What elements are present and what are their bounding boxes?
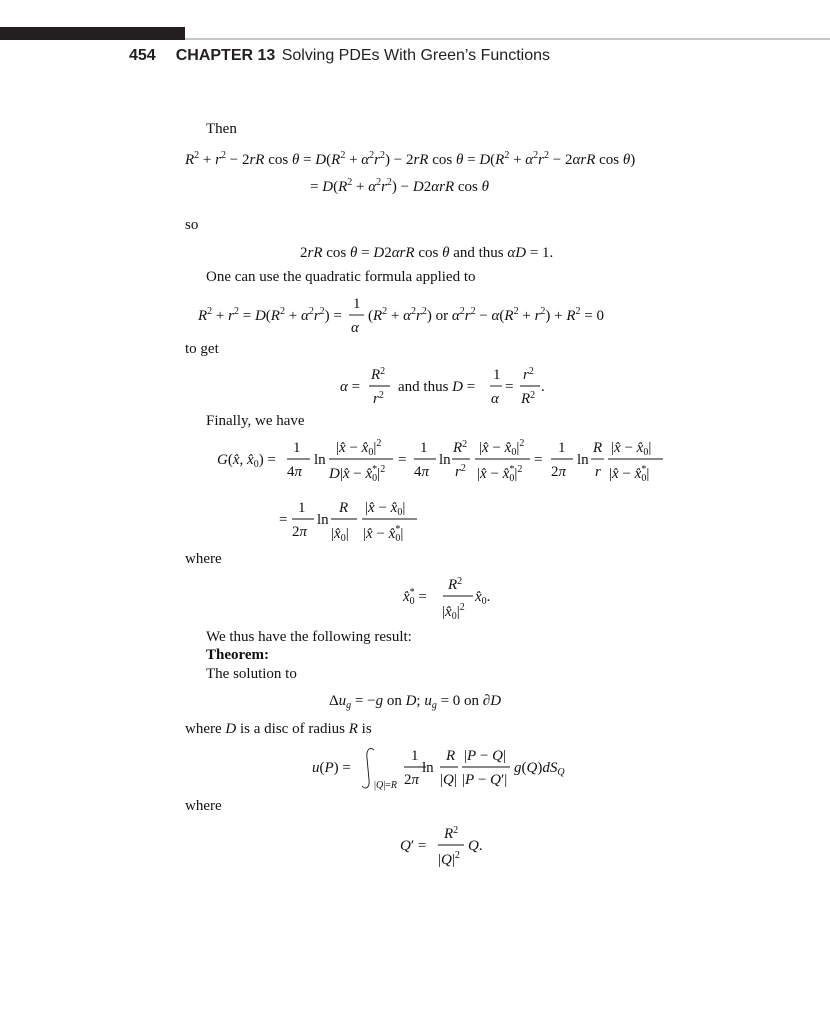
text-finally: Finally, we have: [206, 413, 305, 429]
text-where-1: where: [185, 551, 222, 567]
text-quadratic-intro: One can use the quadratic formula applied to: [206, 269, 476, 285]
math-variable: D: [225, 721, 237, 737]
svg-text:R2: $R^2$: [444, 825, 459, 842]
svg-text:= D(R2 + α2r2) − D2αrR cos θ: = $D(R^2 + \alpha^2r^2) - D2\alpha rR$ cos θ: [310, 177, 489, 195]
svg-text:=: =: [534, 452, 543, 468]
svg-text:x̂*0 =: x̂* 0 =: [403, 587, 427, 607]
running-header: [129, 47, 550, 69]
svg-text:=: =: [398, 452, 407, 468]
svg-text:ln: ln: [314, 452, 326, 468]
text-result-intro: We thus have the following result:: [206, 629, 412, 645]
svg-text:1: 1: [353, 296, 361, 312]
svg-text:ln: ln: [317, 512, 329, 528]
svg-text:R: R: [593, 440, 603, 456]
svg-text:1: 1: [420, 440, 428, 456]
svg-text:|x̂ − x̂0|2: |x̂ − $x̂_0|^2$: [336, 438, 382, 458]
svg-text:α: α: [491, 391, 499, 407]
text-solution-to: The solution to: [206, 666, 297, 682]
svg-text:Δug = −g on D; ug = 0 on: $\Delta u_g = -g$ on D; $u_g = 0$ on ∂D: [329, 693, 502, 711]
where-disc-text: where D is a disc of radius R is: [185, 721, 372, 737]
svg-text:2π: 2π: [404, 772, 420, 788]
svg-text:|P − Q|: |P − Q|: [464, 748, 507, 764]
text-so: so: [185, 217, 199, 233]
svg-text:|Q|2: $|Q|^2$: [438, 850, 460, 868]
svg-text:g(Q)dSQ: $g(Q)dS_Q$: [514, 760, 565, 778]
svg-text:|x̂ − x̂0|: |x̂ − $x̂_0|$: [611, 440, 652, 458]
svg-text:and thus D =: and thus D =: [398, 379, 476, 395]
svg-text:r2: $r^2$: [455, 463, 466, 480]
svg-text:r2: $r^2$: [523, 366, 534, 383]
svg-text:D|x̂ − x̂*0|2: D|x̂ − x̂* $0|^2$: [329, 464, 386, 484]
svg-text:u(P) =: u(P) =: [312, 760, 351, 776]
svg-text:R2: $R^2$: [371, 366, 386, 383]
svg-text:2π: 2π: [551, 464, 567, 480]
svg-text:|x̂ − x̂*0|: |x̂ − x̂* 0|: [363, 524, 404, 544]
svg-text:α =: α =: [340, 379, 361, 395]
svg-text:|P − Q′|: |P − Q′|: [462, 772, 508, 788]
svg-text:R: R: [446, 748, 456, 764]
text-where-2: where: [185, 798, 222, 814]
page-number: 454: [129, 47, 156, 64]
equation-4: [340, 364, 560, 406]
svg-text:1: 1: [298, 500, 306, 516]
svg-text:R2: $R^2$: [448, 576, 463, 593]
equation-7: [329, 688, 569, 712]
text-then: Then: [206, 121, 237, 137]
svg-text:1: 1: [558, 440, 566, 456]
svg-text:R2: $R^2$: [521, 390, 536, 407]
svg-text:|Q|: |Q|: [440, 772, 457, 788]
svg-text:R: R: [339, 500, 349, 516]
svg-text:|x̂ − x̂0|2: |x̂ − $x̂_0|^2$: [479, 438, 525, 458]
chapter-title: Solving PDEs With Green’s Functions: [281, 47, 550, 64]
svg-text:R2 + r2 = D(R2 + α2r2) =: $R^2 + r^2 = D(R^2 + \alpha^2r^2)$ =: [198, 306, 342, 324]
svg-text:1: 1: [493, 367, 501, 383]
svg-text:r2: $r^2$: [373, 390, 384, 407]
svg-text:|x̂0|2: $|x̂_0|^2$: [442, 602, 465, 622]
svg-text:.: .: [541, 379, 545, 395]
equation-6: [403, 572, 503, 620]
svg-text:α: α: [351, 320, 359, 336]
svg-text:r: r: [595, 464, 601, 480]
math-variable: R: [348, 721, 358, 737]
svg-text:ln: ln: [439, 452, 451, 468]
equation-5: [217, 436, 677, 546]
svg-text:x̂0.: $x̂_0$.: [475, 589, 491, 607]
svg-text:=: =: [279, 512, 288, 528]
svg-text:|x̂ − x̂*0|: |x̂ − x̂* 0|: [609, 464, 650, 484]
svg-text:1: 1: [293, 440, 301, 456]
svg-text:Q′ =: Q′ =: [400, 838, 427, 854]
svg-text:1: 1: [411, 748, 419, 764]
text-where-disc: [185, 720, 372, 738]
header-rule-dark: [0, 27, 185, 40]
svg-text:G(x̂, x̂0) =: G(x̂, $x̂_0$) =: [217, 452, 276, 470]
equation-2: [300, 240, 600, 264]
svg-text:|x̂ − x̂*0|2: |x̂ − x̂* $0|^2$: [477, 464, 523, 484]
svg-text:Q.: Q.: [468, 838, 483, 854]
equation-8: [312, 742, 587, 792]
svg-text:=: =: [505, 379, 514, 395]
svg-text:R2: $R^2$: [453, 439, 468, 456]
svg-text:4π: 4π: [414, 464, 430, 480]
equation-3: [198, 292, 698, 336]
svg-text:ln: ln: [577, 452, 589, 468]
svg-text:(R2 + α2r2) or α2r2 − α(R: $(R^2 + \alpha^2r^2)$ or $\alpha^2r^2 - \alpha(R^2 + r^2) + R^2 = 0$: [368, 306, 605, 324]
equation-9: [400, 822, 500, 870]
text-to-get: to get: [185, 341, 219, 357]
svg-text:R2 + r2 − 2rR cos θ = D(R2 + α: $R^2 + r^2 - 2rR$ $\cos \theta = D(R^2 + \alpha^2r^2) - 2rR$ $\cos \theta = D(R^2 + \alpha^2r^2 - 2\alpha rR$ cos θ): [185, 150, 636, 168]
svg-text:|Q|=R: |Q|=R: [374, 780, 398, 791]
header-rule-thin: [185, 38, 830, 40]
equation-1: [185, 144, 710, 200]
svg-text:|x̂ − x̂0|: |x̂ − $x̂_0|$: [365, 500, 406, 518]
svg-text:|x̂0|: $|x̂_0|$: [331, 526, 349, 544]
chapter-label: CHAPTER 13: [175, 47, 276, 64]
svg-text:2rR cos θ = D2αrR cos θ and t: 2rR cos θ = D2αrR cos θ and thus αD = 1.: [300, 245, 554, 261]
theorem-label: Theorem:: [206, 647, 270, 663]
svg-text:2π: 2π: [292, 524, 308, 540]
svg-text:4π: 4π: [287, 464, 303, 480]
svg-text:ln: ln: [422, 760, 434, 776]
